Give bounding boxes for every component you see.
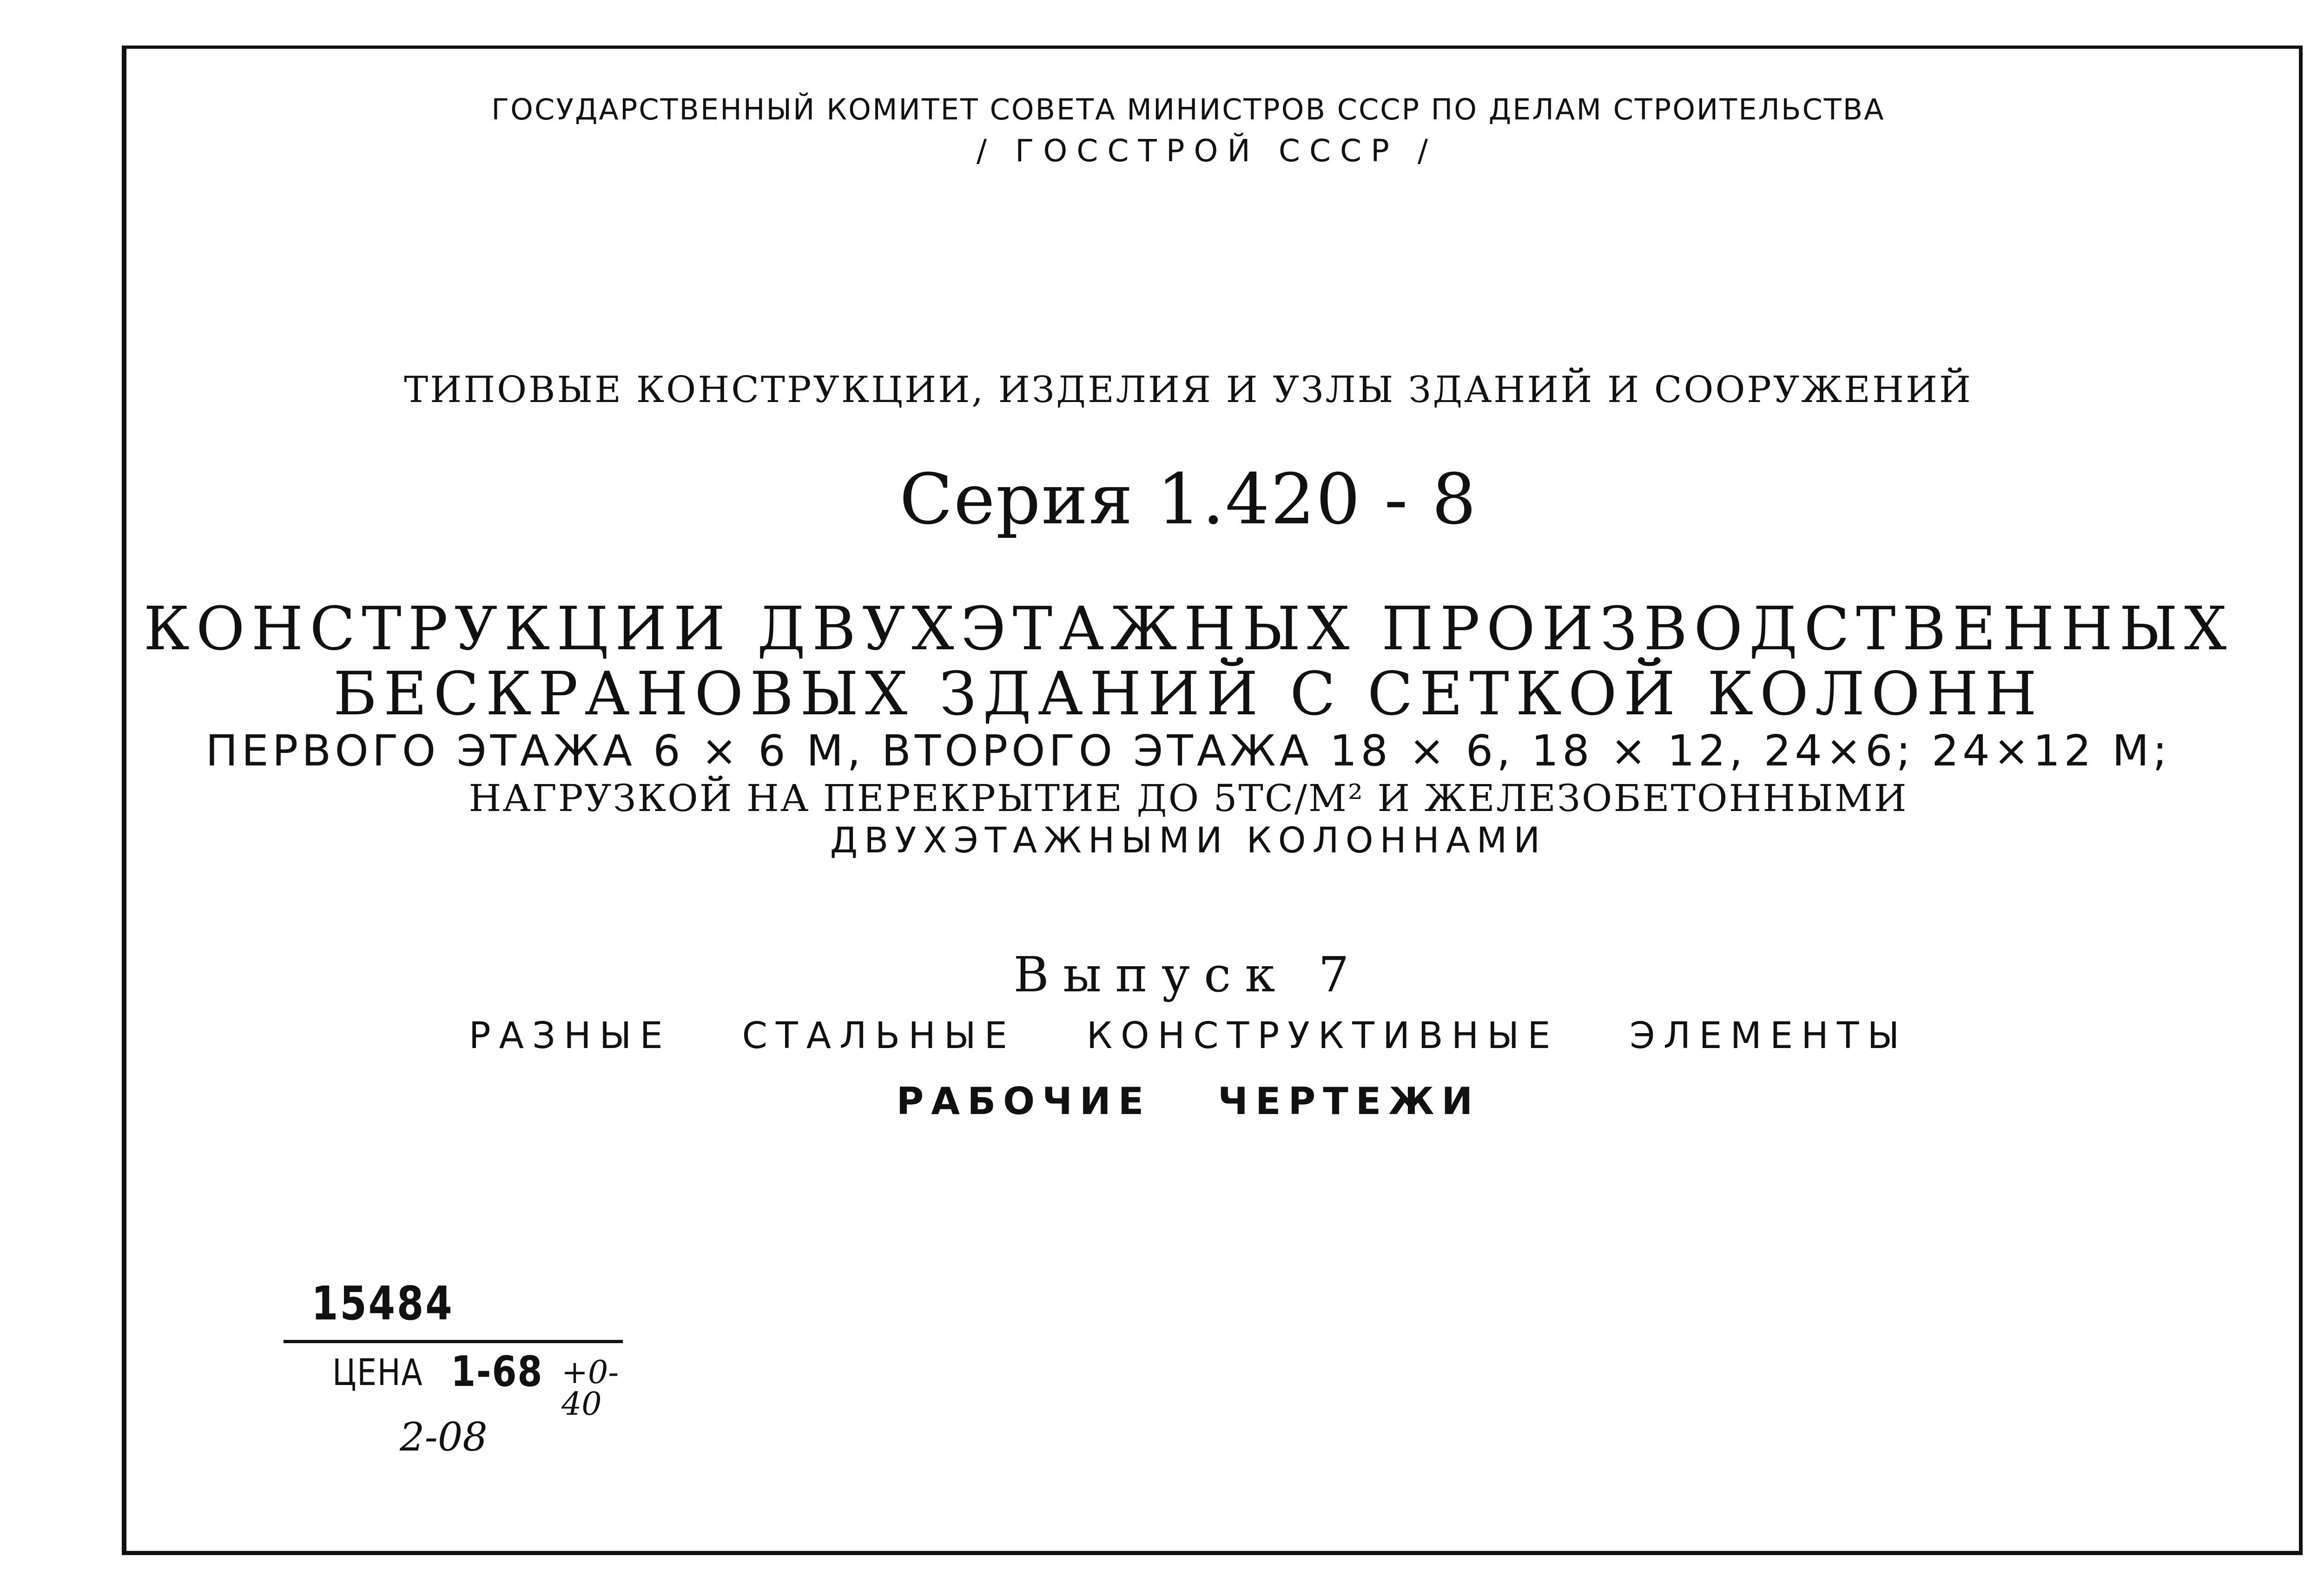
inventory-number: 15484: [311, 1276, 454, 1331]
issue-description: РАЗНЫЕ СТАЛЬНЫЕ КОНСТРУКТИВНЫЕ ЭЛЕМЕНТЫ: [469, 1015, 1908, 1057]
series-number: Серия 1.420 - 8: [899, 459, 1477, 540]
subject-line-1: КОНСТРУКЦИИ ДВУХЭТАЖНЫХ ПРОИЗВОДСТВЕННЫХ: [143, 594, 2233, 664]
agency-name: ГОСУДАРСТВЕННЫЙ КОМИТЕТ СОВЕТА МИНИСТРОВ СССР ПО ДЕЛАМ СТРОИТЕЛЬСТВА: [491, 92, 1885, 126]
subject-line-4: НАГРУЗКОЙ НА ПЕРЕКРЫТИЕ ДО 5ТС/М² И ЖЕЛЕЗОБЕТОННЫМИ: [469, 777, 1908, 820]
price-handwritten-addition: +0-40: [561, 1354, 619, 1423]
catalog-title: ТИПОВЫЕ КОНСТРУКЦИИ, ИЗДЕЛИЯ И УЗЛЫ ЗДАНИЙ И СООРУЖЕНИЙ: [404, 369, 1973, 411]
agency-abbreviation: / ГОССТРОЙ СССР /: [976, 133, 1438, 169]
price-label: ЦЕНА: [332, 1352, 423, 1394]
issue-label: Выпуск 7: [1013, 946, 1363, 1003]
stamp-divider: [284, 1340, 623, 1343]
subject-line-3: ПЕРВОГО ЭТАЖА 6 × 6 М, ВТОРОГО ЭТАЖА 18 × 6, 18 × 12, 24×6; 24×12 М;: [205, 726, 2171, 776]
issue-drawings-label: РАБОЧИЕ ЧЕРТЕЖИ: [896, 1080, 1480, 1123]
subject-line-2: БЕСКРАНОВЫХ ЗДАНИЙ С СЕТКОЙ КОЛОНН: [333, 659, 2043, 729]
subject-line-5: ДВУХЭТАЖНЫМИ КОЛОННАМИ: [830, 819, 1547, 861]
price-value: 1-68: [451, 1347, 543, 1396]
handwritten-note: 2-08: [400, 1414, 488, 1460]
